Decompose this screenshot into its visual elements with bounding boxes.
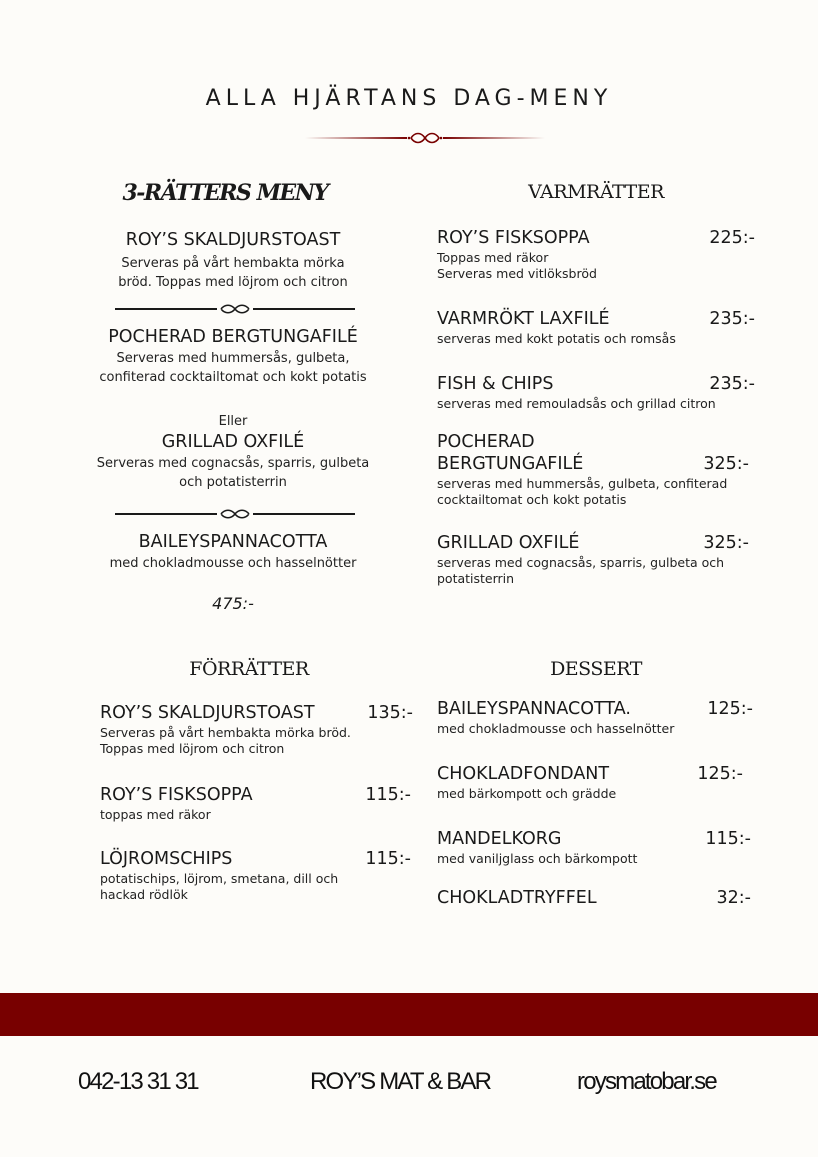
dish-desc-line: potatischips, löjrom, smetana, dill och: [100, 871, 339, 886]
menu-item: [437, 308, 755, 347]
varmratter-heading: VARMRÄTTER: [528, 181, 664, 203]
dish-desc-line: toppas med räkor: [100, 807, 211, 822]
menu-item: [100, 702, 413, 757]
dish-name: ROY’S FISKSOPPA: [100, 785, 253, 805]
dish-name: CHOKLADFONDANT: [437, 764, 610, 784]
dish-desc-line: med chokladmousse och hasselnötter: [437, 721, 675, 736]
three-course-starter: [78, 230, 388, 292]
menu-item: [437, 887, 755, 909]
dish-desc-line: potatisterrin: [437, 571, 515, 586]
three-course-heading: 3-RÄTTERS MENY: [122, 180, 328, 206]
dish-price: 32:-: [716, 888, 751, 908]
footer-restaurant-name: ROY’S MAT & BAR: [310, 1068, 491, 1095]
dish-price: 325:-: [703, 533, 749, 553]
footer-phone: 042-13 31 31: [78, 1068, 198, 1095]
three-course-price: 475:-: [212, 594, 254, 613]
dish-desc-line: serveras med remouladsås och grillad citron: [437, 396, 716, 411]
dish-name: ROY’S SKALDJURSTOAST: [100, 703, 315, 723]
menu-item: [100, 784, 413, 823]
dish-name: FISH & CHIPS: [437, 374, 554, 394]
menu-item: [437, 828, 755, 867]
dish-price: 135:-: [367, 703, 413, 723]
menu-item: [437, 431, 755, 508]
dish-name: CHOKLADTRYFFEL: [437, 888, 597, 908]
three-course-main1: [78, 327, 388, 387]
flourish-divider-icon: [115, 303, 355, 315]
dish-desc-line: confiterad cocktailtomat och kokt potatis: [99, 370, 367, 385]
dish-desc-line: serveras med kokt potatis och romsås: [437, 331, 676, 346]
dish-name: ROY’S SKALDJURSTOAST: [125, 230, 341, 250]
dish-name: POCHERAD: [437, 432, 535, 452]
forratter-heading: FÖRRÄTTER: [189, 658, 309, 680]
dish-desc-line: Toppas med räkor: [437, 250, 549, 265]
dish-desc-line: Serveras på vårt hembakta mörka bröd.: [100, 725, 351, 740]
dish-desc-line: med vaniljglass och bärkompott: [437, 851, 638, 866]
or-label: Eller: [218, 414, 248, 429]
dish-desc-line: och potatisterrin: [179, 475, 287, 490]
dish-price: 115:-: [365, 785, 411, 805]
dish-desc-line: Serveras med vitlöksbröd: [437, 266, 597, 281]
dish-desc-line: med chokladmousse och hasselnötter: [109, 556, 357, 571]
dish-desc-line: Toppas med löjrom och citron: [100, 741, 285, 756]
dish-desc-line: bröd. Toppas med löjrom och citron: [118, 275, 348, 290]
dish-name: GRILLAD OXFILÉ: [161, 432, 305, 452]
footer-band: [0, 993, 818, 1036]
dish-price: 235:-: [709, 374, 755, 394]
dish-desc-line: hackad rödlök: [100, 887, 188, 902]
footer-website: roysmatobar.se: [577, 1068, 716, 1095]
dish-name: MANDELKORG: [437, 829, 562, 849]
flourish-divider-icon: [115, 508, 355, 520]
dish-name: LÖJROMSCHIPS: [100, 849, 233, 869]
dish-name: BERGTUNGAFILÉ: [437, 454, 584, 474]
dish-name: ROY’S FISKSOPPA: [437, 228, 590, 248]
menu-item: [437, 227, 755, 282]
dish-desc-line: Serveras med cognacsås, sparris, gulbeta: [96, 456, 370, 471]
dish-desc-line: serveras med cognacsås, sparris, gulbeta och: [437, 555, 725, 570]
menu-item: [100, 848, 413, 903]
dish-price: 225:-: [709, 228, 755, 248]
dish-desc-line: Serveras med hummersås, gulbeta,: [116, 351, 350, 366]
menu-item: [437, 698, 755, 737]
dish-name: GRILLAD OXFILÉ: [437, 533, 580, 553]
dish-name: POCHERAD BERGTUNGAFILÉ: [108, 327, 358, 347]
dish-name: BAILEYSPANNACOTTA: [138, 532, 328, 552]
dish-desc-line: cocktailtomat och kokt potatis: [437, 492, 627, 507]
dish-price: 125:-: [697, 764, 743, 784]
dish-price: 115:-: [365, 849, 411, 869]
dish-price: 115:-: [705, 829, 751, 849]
dish-name: VARMRÖKT LAXFILÉ: [437, 309, 610, 329]
dish-desc-line: serveras med hummersås, gulbeta, confiterad: [437, 476, 728, 491]
three-course-dessert: [78, 532, 388, 573]
dish-desc-line: Serveras på vårt hembakta mörka: [121, 256, 345, 271]
dish-price: 125:-: [707, 699, 753, 719]
three-course-main2: [78, 432, 388, 492]
dessert-heading: DESSERT: [550, 658, 642, 680]
menu-item: [437, 763, 755, 802]
page-title: ALLA HJÄRTANS DAG-MENY: [205, 86, 613, 111]
dish-price: 325:-: [703, 454, 749, 474]
menu-item: [437, 373, 755, 412]
dish-desc-line: med bärkompott och grädde: [437, 786, 617, 801]
menu-item: [437, 532, 755, 587]
dish-price: 235:-: [709, 309, 755, 329]
flourish-divider-icon: [305, 131, 545, 145]
dish-name: BAILEYSPANNACOTTA.: [437, 699, 631, 719]
